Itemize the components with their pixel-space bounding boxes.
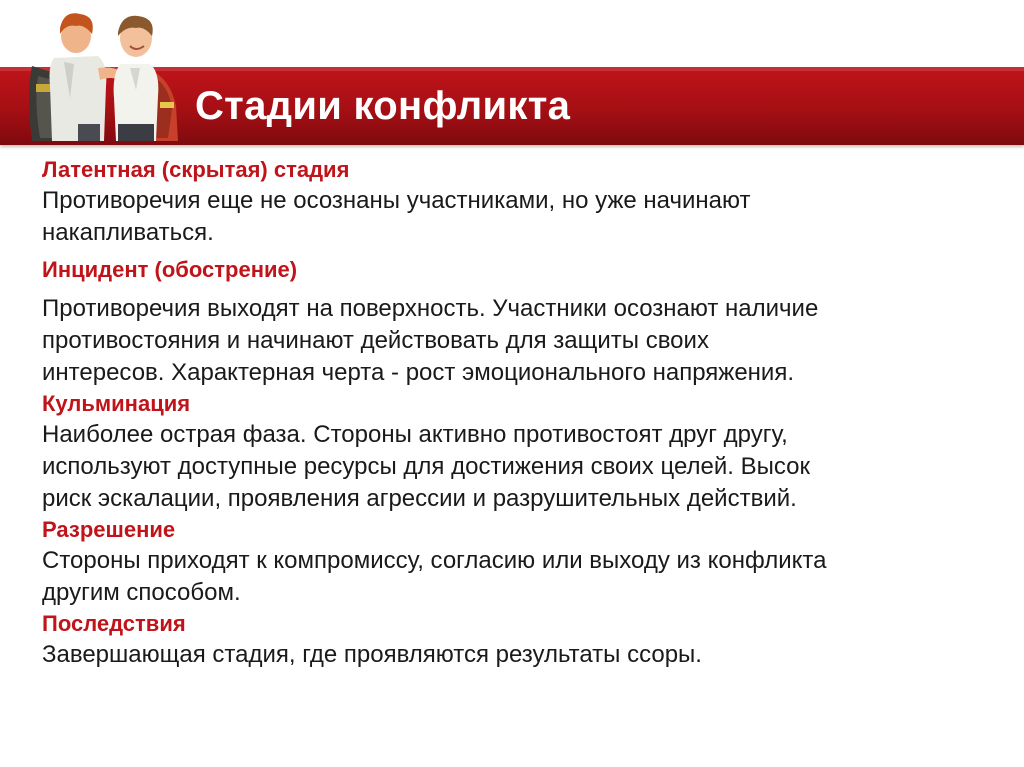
stage-heading: Последствия bbox=[42, 611, 186, 636]
stage-text-line: другим способом. bbox=[42, 579, 241, 606]
stage-text-line: Противоречия выходят на поверхность. Участники осознают наличие bbox=[42, 295, 819, 322]
stage-text-line: используют доступные ресурсы для достижения своих целей. Высок bbox=[42, 453, 810, 480]
stage-text-line: противостояния и начинают действовать для защиты своих bbox=[42, 327, 709, 354]
stage-heading: Инцидент (обострение) bbox=[42, 257, 298, 282]
spacer bbox=[42, 285, 1002, 293]
stage-text-line: Стороны приходят к компромиссу, согласию или выходу из конфликта bbox=[42, 547, 827, 574]
left-boy bbox=[29, 13, 122, 141]
stage-heading: Латентная (скрытая) стадия bbox=[42, 157, 350, 182]
stage-consequences bbox=[42, 609, 1002, 671]
stage-latent bbox=[42, 155, 1002, 249]
stage-text-line: интересов. Характерная черта - рост эмоционального напряжения. bbox=[42, 359, 795, 386]
stage-text-line: риск эскалации, проявления агрессии и разрушительных действий. bbox=[42, 485, 797, 512]
stages-list bbox=[42, 155, 1002, 671]
stage-text-line: Завершающая стадия, где проявляются результаты ссоры. bbox=[42, 641, 702, 668]
stage-text-line: Наиболее острая фаза. Стороны активно противостоят друг другу, bbox=[42, 421, 788, 448]
schoolboys-photo bbox=[18, 6, 188, 148]
stage-text-line: Противоречия еще не осознаны участниками, но уже начинают bbox=[42, 187, 751, 214]
slide-title: Стадии конфликта bbox=[195, 84, 571, 128]
stage-resolution bbox=[42, 515, 1002, 609]
stage-incident bbox=[42, 255, 1002, 389]
right-boy bbox=[114, 16, 178, 141]
stage-culmination bbox=[42, 389, 1002, 515]
stage-text-line: накапливаться. bbox=[42, 219, 214, 246]
stage-heading: Разрешение bbox=[42, 517, 176, 542]
stage-heading: Кульминация bbox=[42, 391, 191, 416]
